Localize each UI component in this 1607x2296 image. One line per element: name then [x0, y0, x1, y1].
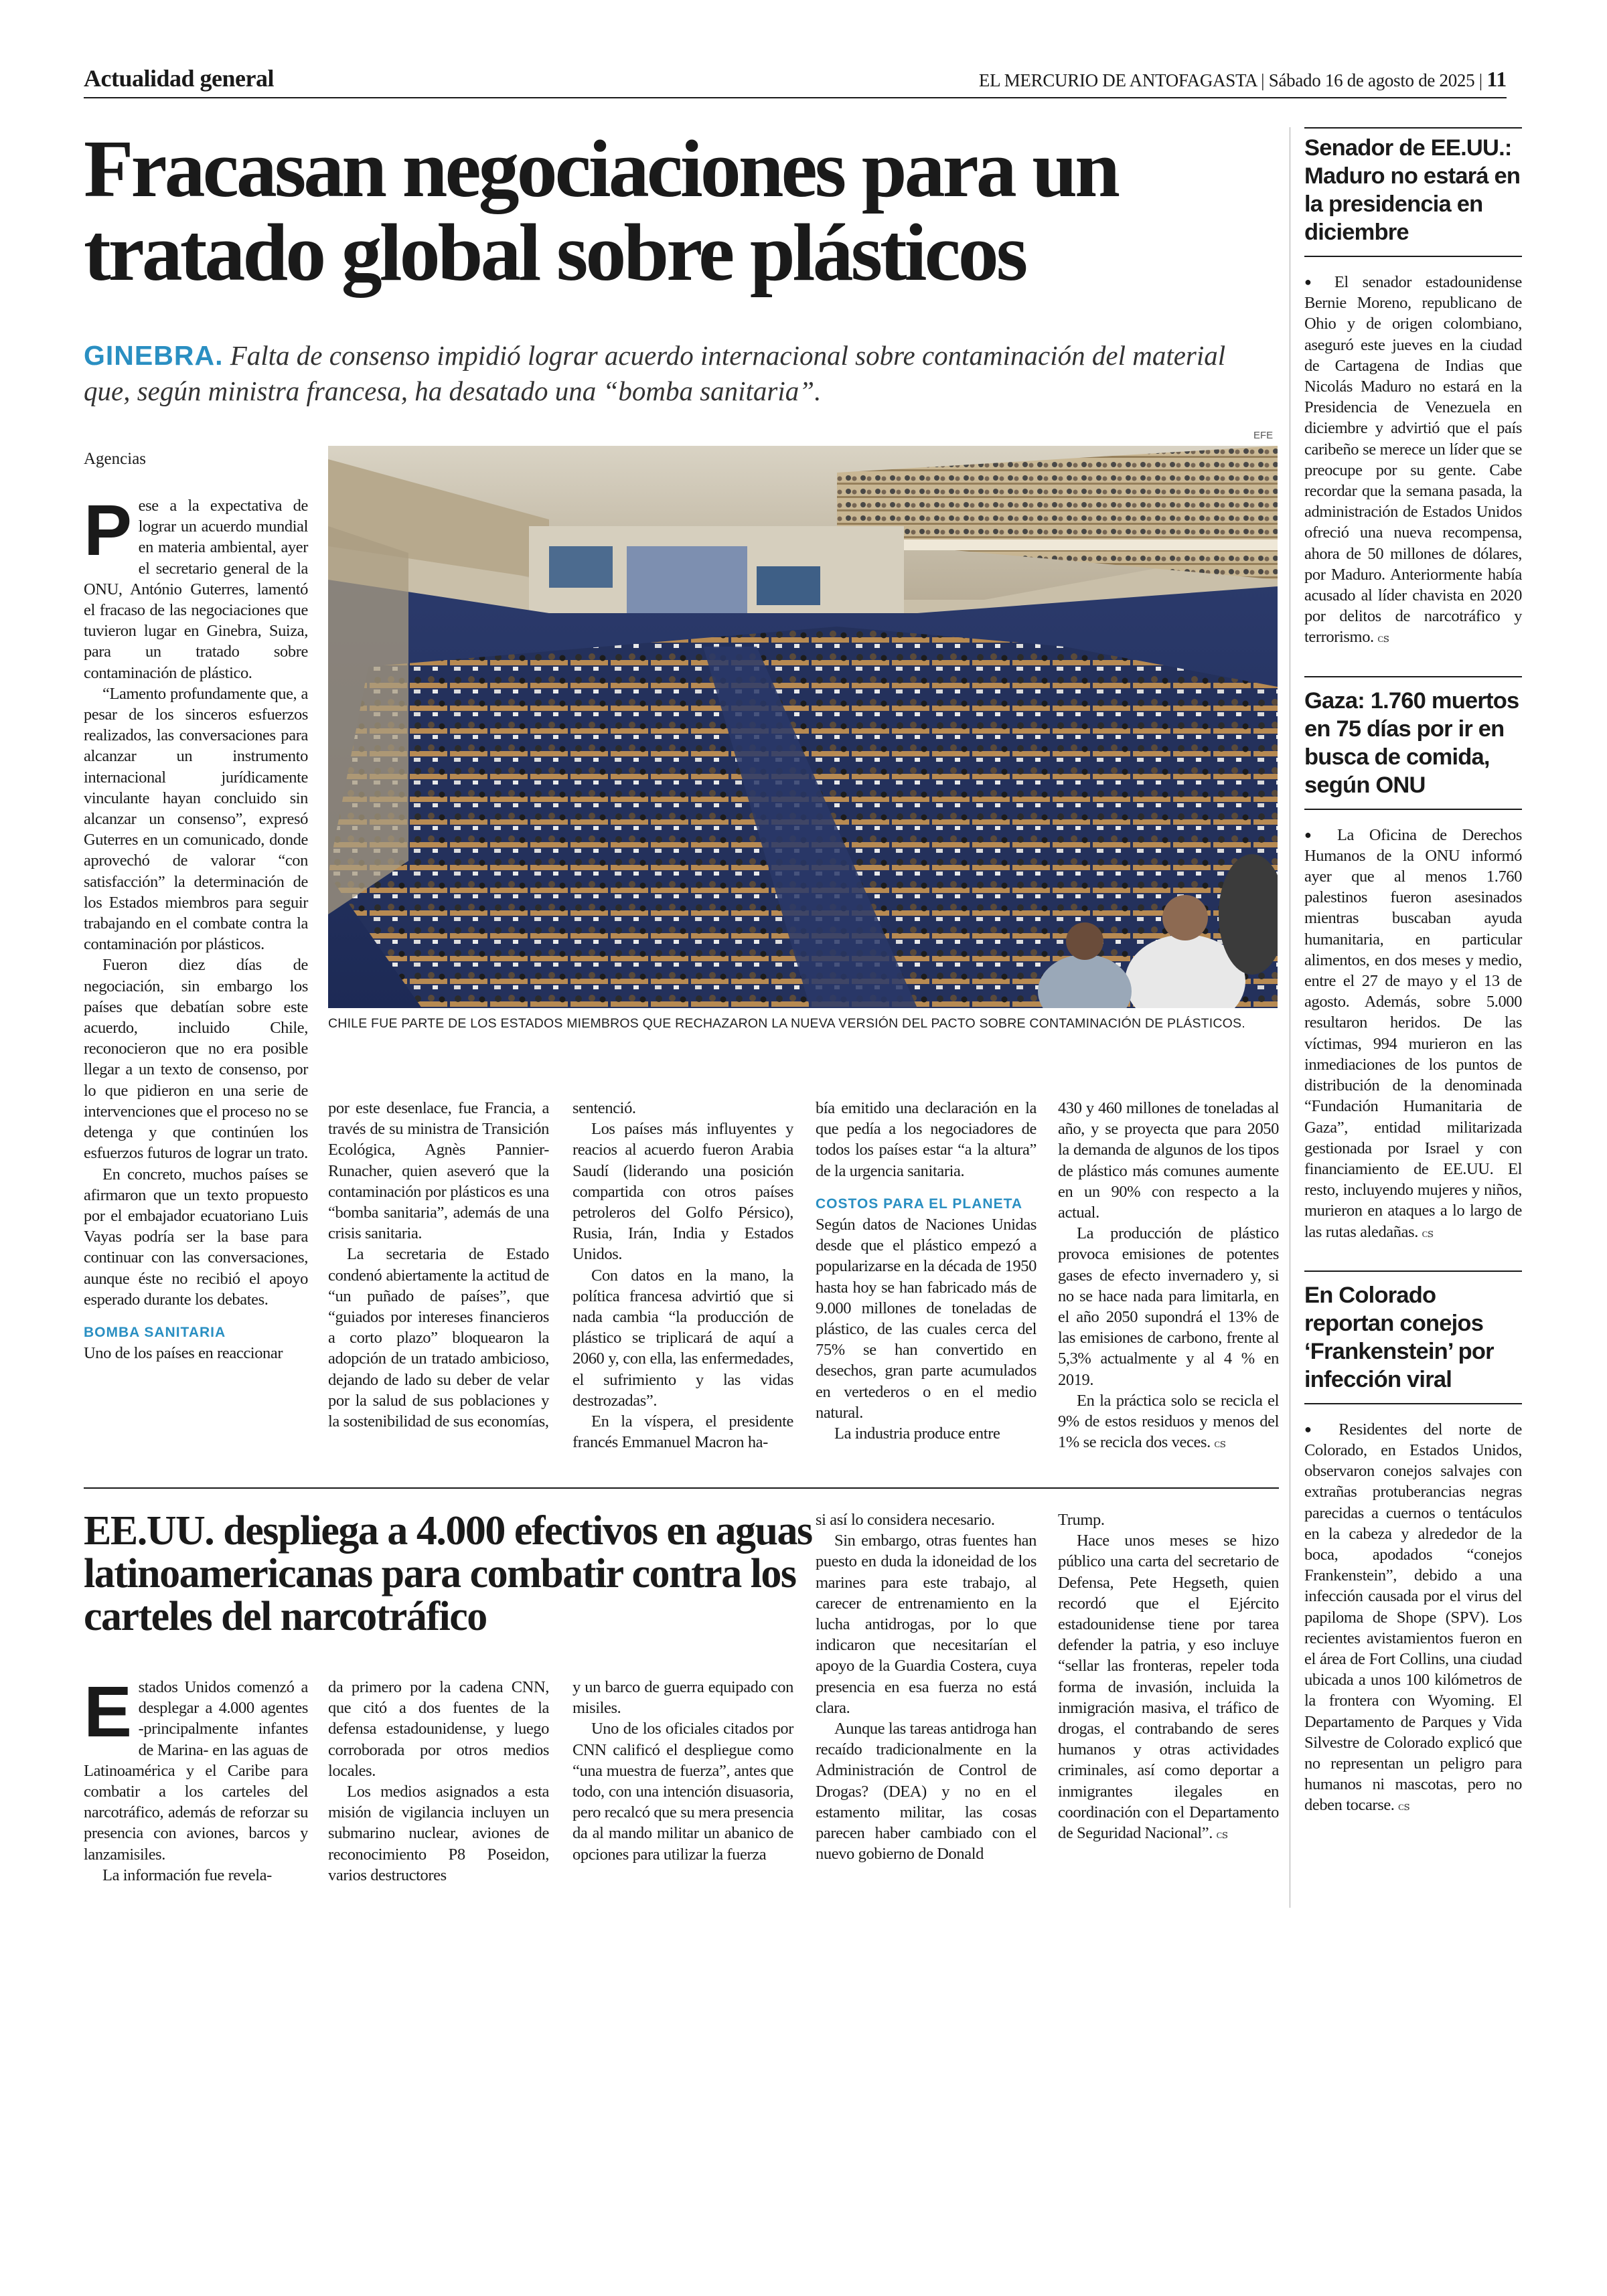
brief-maduro [1304, 127, 1522, 649]
paragraph: La secretaria de Estado condenó abiertamente la actitud de “un puñado de países”, que “guiados por intereses financieros a corto plazo” bloquearon la adopción de un tratado ambicioso, dejando de lado su deber de velar por la salud de sus poblaciones y la sostenibilidad de sus economías, [328, 1245, 549, 1431]
paragraph: si así lo considera necesario. [816, 1511, 995, 1529]
paragraph [1058, 1530, 1279, 1845]
main-column-5 [1058, 1098, 1279, 1454]
second-column-2 [328, 1677, 549, 1886]
paragraph: 430 y 460 millones de toneladas al año, y se proyecta que para 2050 la demanda de algunos de los tipos de plástico más comunes aumente en un 90% con respecto a la actual. [1058, 1099, 1279, 1222]
brief-rule [1304, 1270, 1522, 1272]
paragraph-text: Hace unos meses se hizo público una carta del secretario de Defensa, Pete Hegseth, quien recordó que el Ejército estadounidense tiene por tarea defender la patria, y eso incluye “sellar las fronteras, repeler toda forma de invasión, incluida la inmigración masiva, el tráfico de drogas, el contrabando de seres humanos y otras actividades criminales, así como deportar a inmigrantes ilegales en coordinación con el Departamento de Seguridad Nacional”. [1058, 1532, 1279, 1843]
paragraph: En concreto, muchos países se afirmaron que un texto propuesto por el embajador ecuatoriano Luis Vayas podría ser la base para continuar con las conversaciones, aunque éste no recibió el apoyo esperado durante los debates. [84, 1165, 308, 1309]
paragraph: da primero por la cadena CNN, que citó a dos fuentes de la defensa estadounidense, y luego corroborada por otros medios locales. [328, 1678, 549, 1780]
brief-colorado [1304, 1270, 1522, 1817]
paragraph: y un barco de guerra equipado con misiles. [572, 1678, 793, 1718]
main-column-3 [572, 1098, 793, 1453]
bullet-icon [1304, 1420, 1338, 1439]
lede-city: GINEBRA. [84, 340, 224, 371]
brief-rule [1304, 127, 1522, 129]
brief-text: El senador estadounidense Bernie Moreno, republicano de Ohio y de origen colombiano, aseguró este jueves en la ciudad de Cartagena de Indias que Nicolás Maduro no estará en la Presidencia de Venezuela en diciembre y advirtió que el país caribeño se merece un líder que se preocupe por su gente. Cabe recordar que la semana pasada, la administración de Estados Unidos ofreció una nueva recompensa, ahora de 50 millones de dólares, por Maduro. Anteriormente había acusado al líder chavista en 2020 por delitos de narcotráfico y terrorismo. [1304, 273, 1522, 647]
main-column-4 [816, 1098, 1037, 1444]
main-lede [84, 338, 1276, 409]
second-column-3 [572, 1677, 793, 1865]
paragraph: Fueron diez días de negociación, sin embargo los países que debatían sobre este acuerdo, incluido Chile, reconocieron que no era posible llegar a un texto de consenso, por lo que pidieron en una serie de intervenciones que el proceso no se detenga y que continúen los esfuerzos futuros de lograr un trato. [84, 956, 308, 1163]
brief-title: Senador de EE.UU.: Maduro no estará en la presidencia en diciembre [1304, 135, 1521, 245]
drop-cap: P [84, 489, 132, 570]
end-mark-icon: ᴄꜱ [1422, 1226, 1434, 1240]
second-column-5 [1058, 1509, 1279, 1845]
end-mark-icon: ᴄꜱ [1398, 1799, 1410, 1813]
subhead-costos-para-el-planeta: COSTOS PARA EL PLANETA [816, 1196, 1023, 1212]
brief-text: Residentes del norte de Colorado, en Estados Unidos, observaron conejos salvajes con extrañas protuberancias negras parecidas a cuernos o tentáculos en la cabeza y alrededor de la boca, apodados “conejos Frankenstein”, debido a una infección causada por el virus del papiloma de Shope (SPV). Los recientes avistamientos fueron en el área de Fort Collins, una ciudad ubicada a unos 100 kilómetros de la frontera con Wyoming. El Departamento de Parques y Vida Silvestre de Colorado explicó que no representan un peligro para humanos ni mascotas, pero no deben tocarse. [1304, 1420, 1523, 1815]
brief-rule [1304, 676, 1522, 677]
masthead-info [979, 67, 1507, 92]
page-number: 11 [1486, 67, 1507, 91]
paragraph: Los medios asignados a esta misión de vigilancia incluyen un submarino nuclear, aviones de reconocimiento P8 Poseidon, varios destructores [328, 1783, 549, 1884]
paragraph [1058, 1390, 1279, 1455]
paragraph: Con datos en la mano, la política francesa advirtió que si nada cambia “la producción de plástico se triplicará de aquí a 2060 y, con ella, las enfermedades, el sufrimiento y las vidas destrozadas”. [572, 1266, 793, 1410]
paragraph [84, 1671, 308, 1865]
brief-gaza [1304, 676, 1522, 1244]
paragraph: La industria produce entre [834, 1424, 1000, 1443]
paragraph-text: En la práctica solo se recicla el 9% de estos residuos y menos del 1% se recicla dos veces. [1058, 1391, 1279, 1452]
second-headline: EE.UU. despliega a 4.000 efectivos en aguas latinoamericanas para combatir contra los carteles del narcotráfico [84, 1508, 812, 1639]
paragraph: Según datos de Naciones Unidas desde que el plástico empezó a popularizarse en la década de 1950 hasta hoy se han fabricado más de 9.000 millones de toneladas de plástico, de las cuales cerca del 75% se han convertido en desechos, gran parte acumulados en vertederos o en el medio natural. [816, 1216, 1037, 1422]
brief-text: La Oficina de Derechos Humanos de la ONU informó ayer que al menos 1.760 palestinos fueron asesinados mientras buscaban ayuda humanitaria, en particular alimentos, en dos meses y medio, entre el 27 de mayo y el 13 de agosto. Además, sobre 5.000 resultaron heridos. De las víctimas, 994 murieron en las inmediaciones de los puntos de distribución de la denominada “Fundación Humanitaria de Gaza”, entidad militarizada gestionada por Israel y con financiamiento de EE.UU. El resto, incluyendo mujeres y niños, murieron en ataques a lo largo de las rutas aledañas. [1304, 825, 1522, 1241]
section-label: Actualidad general [84, 65, 274, 92]
end-mark-icon: ᴄꜱ [1214, 1437, 1226, 1451]
paragraph-text: ese a la expectativa de lograr un acuerdo mundial en materia ambiental, ayer el secretario general de la ONU, António Guterres, lamentó el fracaso de las negociaciones que tuvieron lugar en Ginebra, Suiza, para un tratado sobre contaminación de plástico. [84, 497, 308, 682]
second-column-1 [84, 1671, 308, 1886]
paragraph: La información fue revela- [102, 1866, 272, 1884]
brief-rule [1304, 809, 1522, 810]
main-column-2 [328, 1098, 549, 1432]
second-column-4 [816, 1509, 1037, 1864]
drop-cap: E [84, 1671, 132, 1752]
brief-title: Gaza: 1.760 muertos en 75 días por ir en busca de comida, según ONU [1304, 687, 1519, 798]
news-briefs-sidebar [1304, 127, 1522, 1817]
main-headline: Fracasan negociaciones para un tratado global sobre plásticos [84, 124, 1118, 298]
newspaper-name: EL MERCURIO DE ANTOFAGASTA [978, 70, 1257, 90]
brief-title: En Colorado reportan conejos ‘Frankenstein’ por infección viral [1304, 1282, 1494, 1392]
paragraph: Uno de los oficiales citados por CNN calificó el despliegue como “una muestra de fuerza”, antes que todo, con una intención disuasoria, pero recalcó que su mera presencia da al mando militar un abanico de opciones para utilizar la fuerza [572, 1720, 793, 1864]
byline: Agencias [84, 450, 147, 468]
brief-body [1304, 272, 1522, 649]
bullet-icon [1304, 273, 1334, 291]
end-mark-icon: ᴄꜱ [1377, 631, 1389, 645]
paragraph: sentenció. [572, 1099, 636, 1117]
brief-rule [1304, 1403, 1522, 1404]
paragraph: bía emitido una declaración en la que pedía a los negociadores de todos los países estar “a la altura” de la urgencia sanitaria. [816, 1099, 1037, 1180]
paragraph: La producción de plástico provoca emisiones de potentes gases de efecto invernadero y, si no se hace nada para limitarla, en el año 2050 supondrá el 13% de las emisiones de carbono, frente al 5,3% actualmente y al 4 % en 2019. [1058, 1224, 1279, 1389]
paragraph: Sin embargo, otras fuentes han puesto en duda la idoneidad de los marines para este trabajo, al carecer de entrenamiento en la lucha antidrogas, por lo que indicaron que necesitarían el apoyo de la Guardia Costera, cuya presencia en esa fuerza no está clara. [816, 1532, 1037, 1717]
main-column-1 [84, 489, 308, 1364]
subhead-bomba-sanitaria: BOMBA SANITARIA [84, 1324, 226, 1340]
paragraph [84, 489, 308, 683]
paragraph: Los países más influyentes y reacios al acuerdo fueron Arabia Saudí (liderando una posición compartida con otros países petroleros del Golfo Pérsico), Rusia, Irán, India y Estados Unidos. [572, 1120, 793, 1264]
story-separator [84, 1487, 1279, 1489]
photo-credit: EFE [1253, 430, 1274, 441]
lede-text: Falta de consenso impidió lograr acuerdo internacional sobre contaminación del material que, según ministra francesa, ha desatado una “bomba sanitaria”. [84, 340, 1226, 406]
assembly-hall-photo [328, 446, 1278, 1008]
paragraph: Uno de los países en reaccionar [84, 1344, 283, 1363]
brief-rule [1304, 256, 1522, 257]
bullet-icon [1304, 826, 1337, 844]
separator: | [1261, 70, 1269, 90]
paragraph: Aunque las tareas antidroga han recaído tradicionalmente en la Administración de Control de Drogas? (DEA) y no en el estamento militar, las cosas parecen haber cambiado con el nuevo gobierno de Donald [816, 1720, 1037, 1864]
brief-body [1304, 825, 1522, 1244]
photo-caption: CHILE FUE PARTE DE LOS ESTADOS MIEMBROS QUE RECHAZARON LA NUEVA VERSIÓN DEL PACTO SOBRE CONTAMINACIÓN DE PLÁSTICOS. [328, 1016, 1245, 1031]
paragraph: En la víspera, el presidente francés Emmanuel Macron ha- [572, 1412, 793, 1452]
separator: | [1478, 70, 1487, 90]
paragraph: por este desenlace, fue Francia, a través de su ministra de Transición Ecológica, Agnès Pannier-Runacher, quien aseveró que la contaminación por plásticos es una “bomba sanitaria”, además de una crisis sanitaria. [328, 1099, 549, 1243]
header-rule [84, 97, 1507, 98]
issue-date: Sábado 16 de agosto de 2025 [1268, 70, 1475, 90]
paragraph: Trump. [1058, 1511, 1105, 1529]
end-mark-icon: ᴄꜱ [1216, 1827, 1228, 1841]
brief-body [1304, 1419, 1522, 1817]
paragraph: “Lamento profundamente que, a pesar de los sinceros esfuerzos realizados, las conversaciones para alcanzar un instrumento internacional jurídicamente vinculante hayan concluido sin alcanzar un consenso”, expresó Guterres en un comunicado, donde aprovechó de valorar “con satisfacción” la determinación de los Estados miembros para seguir trabajando en el combate contra la contaminación por plásticos. [84, 684, 308, 954]
paragraph-text: stados Unidos comenzó a desplegar a 4.000 agentes -principalmente infantes de Marina- en las aguas de Latinoamérica y el Caribe para combatir a los carteles del narcotráfico, además de reforzar su presencia con aviones, barcos y lanzamisiles. [84, 1678, 308, 1864]
